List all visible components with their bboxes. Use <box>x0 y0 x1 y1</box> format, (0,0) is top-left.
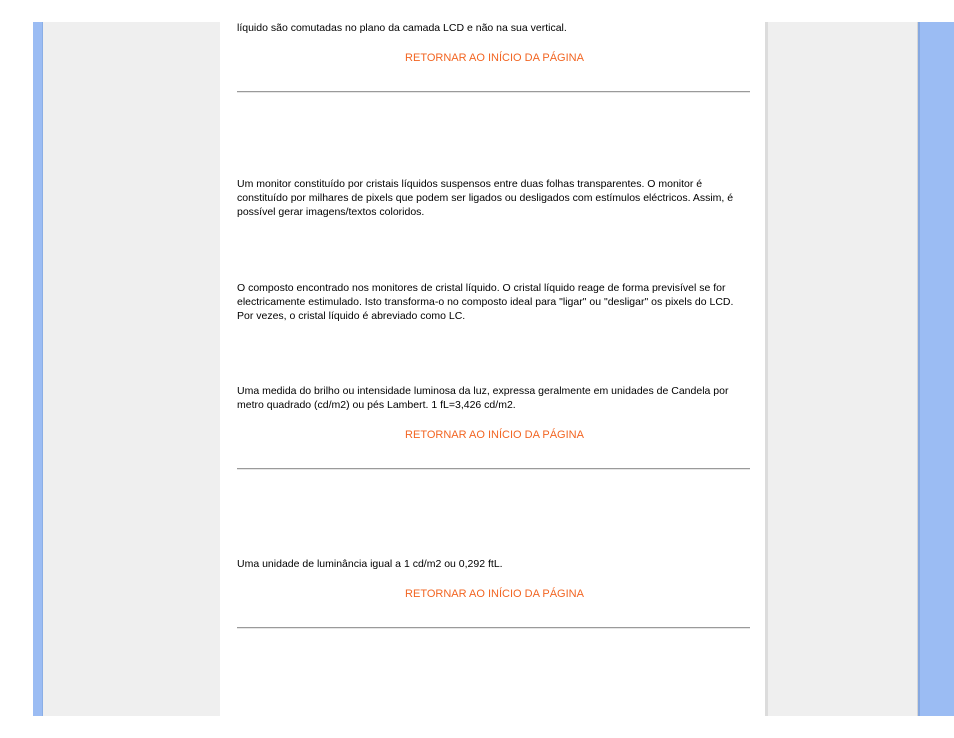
back-to-top-link-3[interactable]: RETORNAR AO INÍCIO DA PÁGINA <box>405 588 584 600</box>
left-side-panel <box>43 22 220 716</box>
back-to-top-link-1[interactable]: RETORNAR AO INÍCIO DA PÁGINA <box>405 52 584 64</box>
right-side-panel <box>765 22 917 716</box>
divider-1 <box>237 91 750 93</box>
paragraph-luminance-definition: Uma medida do brilho ou intensidade luminosa da luz, expressa geralmente em unidades de Candela por metro quadrado (cd/m2) ou pés Lambert. 1 fL=3,426 cd/m2. <box>237 385 729 411</box>
right-accent-stripe <box>918 22 954 716</box>
paragraph-ips-end: líquido são comutadas no plano da camada LCD e não na sua vertical. <box>237 22 567 34</box>
paragraph-nit-definition: Uma unidade de luminância igual a 1 cd/m2 ou 0,292 ftL. <box>237 558 503 570</box>
divider-2 <box>237 468 750 470</box>
left-accent-stripe <box>33 22 43 716</box>
back-to-top-link-2[interactable]: RETORNAR AO INÍCIO DA PÁGINA <box>405 429 584 441</box>
main-content <box>220 22 765 716</box>
paragraph-lcd-definition: Um monitor constituído por cristais líquidos suspensos entre duas folhas transparentes. O monitor é constituído por milhares de pixels que podem ser ligados ou desligados com estímulos eléctricos. Assim, é possível gerar imagens/textos coloridos. <box>237 178 734 218</box>
paragraph-liquid-crystal-definition: O composto encontrado nos monitores de cristal líquido. O cristal líquido reage de forma previsível se for electricamente estimulado. Isto transforma-o no composto ideal para "ligar" ou "desligar" os pixels do LCD. Por vezes, o cristal líquido é abreviado como LC. <box>237 282 734 322</box>
page-frame <box>33 22 954 716</box>
divider-3 <box>237 627 750 629</box>
